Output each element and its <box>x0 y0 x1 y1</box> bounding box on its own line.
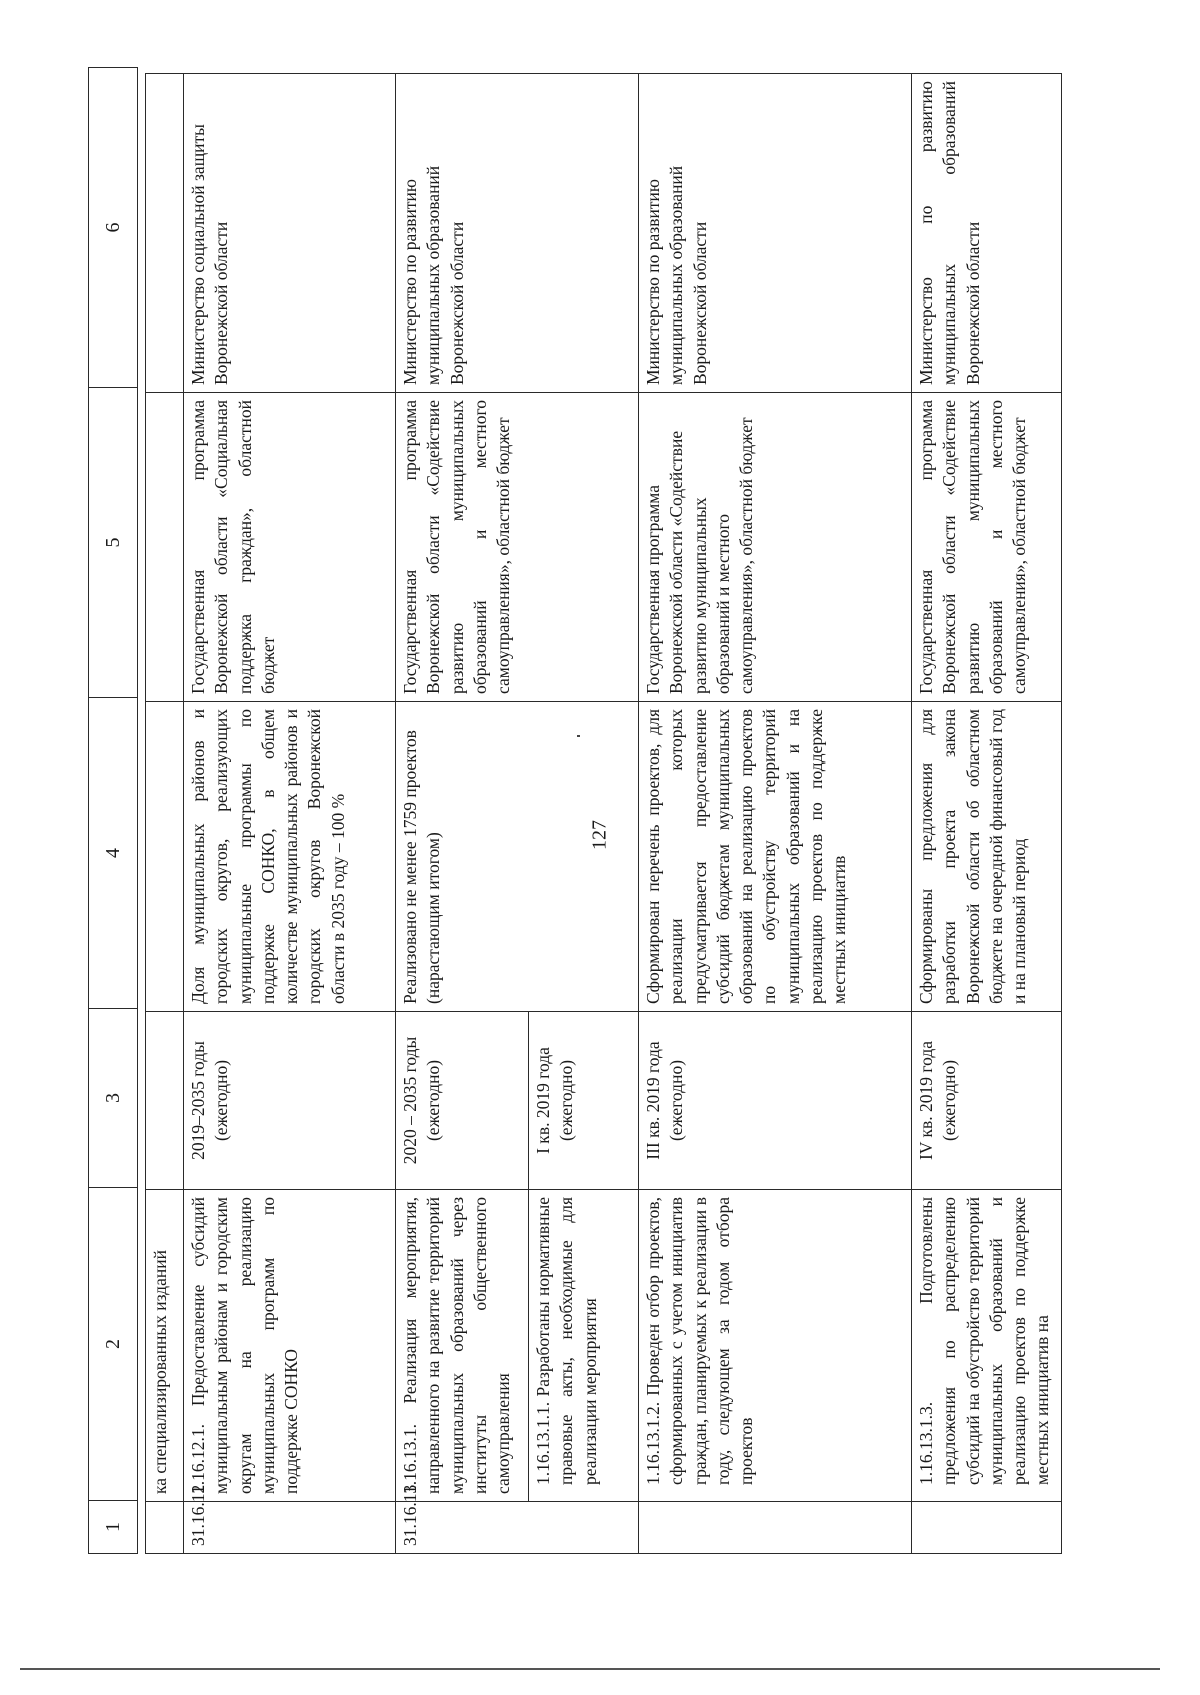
table-row <box>184 74 396 1554</box>
cell-event: 1.16.13.1.1. Разработаны нормативные правовые акты, необходимые для реализации мероприятия <box>529 1190 639 1502</box>
cell-source: Государственная программа Воронежской области «Содействие развитию муниципальных образований и местного самоуправления», областной бюджет <box>912 393 1062 702</box>
header-row <box>89 68 138 1554</box>
cell-period: III кв. 2019 года (ежегодно) <box>639 1012 912 1190</box>
cell-executor <box>146 74 184 393</box>
cell-result: Сформированы предложения для разработки проекта закона Воронежской области об областном бюджете на очередной финансовый год и на плановый период <box>912 702 1062 1012</box>
cell-event: 1.16.13.1.2. Проведен отбор проектов, сформированных с учетом инициатив граждан, планируемых к реализации в году, следующем за годом отбора проектов <box>639 1190 912 1502</box>
cell-num <box>146 1502 184 1554</box>
page-number: 127 <box>588 820 611 850</box>
table-row <box>639 74 912 1554</box>
header-table <box>88 67 138 1554</box>
table-row <box>912 74 1062 1554</box>
cell-source: Государственная программа Воронежской области «Социальная поддержка граждан», областной бюджет <box>184 393 396 702</box>
cell-event: 1.16.13.1. Реализация мероприятия, направленного на развитие территорий муниципальных образований через институты общественного самоуправления <box>396 1190 529 1502</box>
header-col-2: 2 <box>89 1188 138 1501</box>
cell-period: 2020 – 2035 годы (ежегодно) <box>396 1012 529 1190</box>
cell-num: 31.16.13 <box>396 1502 639 1554</box>
content-table <box>145 73 1062 1554</box>
header-col-6: 6 <box>89 68 138 388</box>
cell-event: 1.16.13.1.3. Подготовлены предложения по распределению субсидий на обустройство территорий муниципальных образований и реализацию проектов по поддержке местных инициатив на <box>912 1190 1062 1502</box>
header-col-5: 5 <box>89 388 138 698</box>
cell-period: 2019–2035 годы (ежегодно) <box>184 1012 396 1190</box>
cell-source: Государственная программа Воронежской области «Содействие развитию муниципальных образований и местного самоуправления», областной бюджет <box>396 393 639 702</box>
cell-result: Доля муниципальных районов и городских округов, реализующих муниципальные программы по поддержке СОНКО, в общем количестве муниципальных районов и городских округов Воронежской области в 2035 году – 100 % <box>184 702 396 1012</box>
cell-result <box>146 702 184 1012</box>
cell-period: I кв. 2019 года (ежегодно) <box>529 1012 639 1190</box>
cell-source: Государственная программа Воронежской области «Содействие развитию муниципальных образований и местного самоуправления», областной бюджет <box>639 393 912 702</box>
cell-executor: Министерство по развитию муниципальных образований Воронежской области <box>396 74 639 393</box>
cell-result: Реализовано не менее 1759 проектов (нарастающим итогом) <box>396 702 639 1012</box>
cell-result: Сформирован перечень проектов, для реализации которых предусматривается предоставление субсидий бюджетам муниципальных образований на реализацию проектов по обустройству территорий муниципальных образований и на реализацию проектов по поддержке местных инициатив <box>639 702 912 1012</box>
table-row <box>396 74 529 1554</box>
cell-period: IV кв. 2019 года (ежегодно) <box>912 1012 1062 1190</box>
cell-event: ка специализированных изданий <box>146 1190 184 1502</box>
cell-executor: Министерство по развитию муниципальных образований Воронежской области <box>912 74 1062 393</box>
cell-num: 31.16.12 <box>184 1502 396 1554</box>
cell-period <box>146 1012 184 1190</box>
scan-edge-line <box>20 1668 1160 1670</box>
cell-num <box>639 1502 912 1554</box>
header-col-4: 4 <box>89 698 138 1009</box>
cell-num <box>912 1502 1062 1554</box>
table-row <box>146 74 184 1554</box>
cell-event: 1.16.12.1. Предоставление субсидий муниципальным районам и городским округам на реализацию муниципальных программ по поддержке СОНКО <box>184 1190 396 1502</box>
header-col-3: 3 <box>89 1009 138 1188</box>
cell-source <box>146 393 184 702</box>
cell-executor: Министерство по развитию муниципальных образований Воронежской области <box>639 74 912 393</box>
header-col-1: 1 <box>89 1501 138 1554</box>
cell-executor: Министерство социальной защиты Воронежской области <box>184 74 396 393</box>
rotated-table-area <box>88 74 1108 1554</box>
